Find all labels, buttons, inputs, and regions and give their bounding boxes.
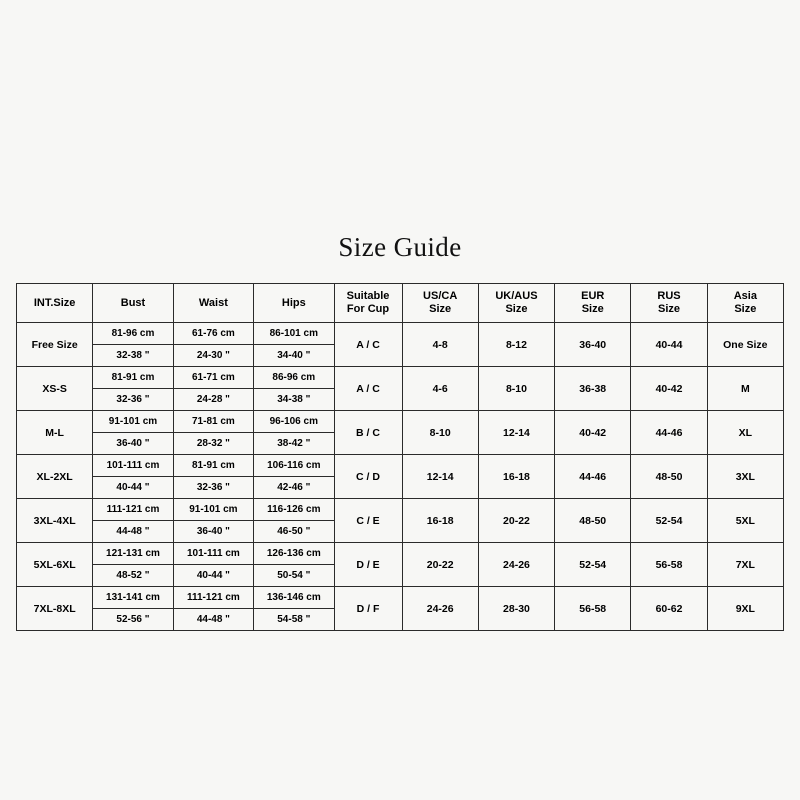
header-rus-line1: RUS [657,290,681,303]
cell-us: 24-26 [402,587,478,631]
cell-asia: 5XL [707,499,783,543]
cell-hips [254,455,334,499]
cell-int-size: Free Size [17,323,93,367]
cell-waist [173,499,253,543]
cell-uk: 12-14 [478,411,554,455]
cell-cup: A / C [334,323,402,367]
header-waist: Waist [173,284,253,323]
table-row [17,587,784,631]
cell-asia: M [707,367,783,411]
cell-bust-cm: 111-121 cm [93,499,172,521]
cell-int-size: XL-2XL [17,455,93,499]
cell-waist-in: 44-48 " [196,614,230,625]
cell-waist-cm: 71-81 cm [174,411,253,433]
cell-waist-cm: 61-71 cm [174,367,253,389]
cell-bust [93,411,173,455]
header-hips: Hips [254,284,334,323]
header-uk-line2: Size [505,303,528,315]
cell-bust [93,543,173,587]
cell-bust [93,499,173,543]
cell-uk: 20-22 [478,499,554,543]
cell-hips [254,323,334,367]
cell-bust-in: 32-36 " [116,394,150,405]
cell-hips [254,587,334,631]
cell-bust-cm: 101-111 cm [93,455,172,477]
cell-eur: 48-50 [555,499,631,543]
cell-waist [173,367,253,411]
cell-hips-in: 50-54 " [277,570,311,581]
cell-waist-cm: 61-76 cm [174,323,253,345]
table-row [17,455,784,499]
cell-asia: XL [707,411,783,455]
header-asia-line2: Size [734,303,757,315]
cell-asia: 3XL [707,455,783,499]
header-us-ca-size [402,284,478,323]
cell-hips-cm: 86-101 cm [254,323,333,345]
cell-bust [93,455,173,499]
cell-bust [93,367,173,411]
cell-eur: 36-38 [555,367,631,411]
header-asia-line1: Asia [733,290,757,303]
cell-waist-in: 40-44 " [196,570,230,581]
cell-us: 4-6 [402,367,478,411]
table-row [17,543,784,587]
cell-waist-in: 24-28 " [196,394,230,405]
page-title: Size Guide [338,232,462,262]
cell-rus: 56-58 [631,543,707,587]
header-us-line1: US/CA [423,290,458,303]
cell-waist-cm: 111-121 cm [174,587,253,609]
cell-rus: 40-44 [631,323,707,367]
table-header [17,284,784,323]
cell-eur: 40-42 [555,411,631,455]
cell-waist [173,323,253,367]
cell-cup: C / E [334,499,402,543]
cell-us: 16-18 [402,499,478,543]
cell-uk: 28-30 [478,587,554,631]
cell-bust-cm: 131-141 cm [93,587,172,609]
cell-hips-cm: 86-96 cm [254,367,333,389]
cell-uk: 8-10 [478,367,554,411]
cell-waist-in: 36-40 " [196,526,230,537]
header-row [17,284,784,323]
cell-hips-cm: 116-126 cm [254,499,333,521]
cell-bust-cm: 81-96 cm [93,323,172,345]
cell-cup: D / E [334,543,402,587]
cell-rus: 60-62 [631,587,707,631]
cell-waist-cm: 81-91 cm [174,455,253,477]
size-guide-table [16,283,784,631]
cell-hips-cm: 126-136 cm [254,543,333,565]
cell-int-size: 5XL-6XL [17,543,93,587]
table-row [17,411,784,455]
cell-bust-cm: 81-91 cm [93,367,172,389]
header-rus-line2: Size [658,303,681,315]
cell-waist-in: 24-30 " [196,350,230,361]
header-suitable-for-cup [334,284,402,323]
cell-cup: B / C [334,411,402,455]
cell-asia: 7XL [707,543,783,587]
cell-bust [93,323,173,367]
table-row [17,499,784,543]
cell-cup: D / F [334,587,402,631]
header-cup-line2: For Cup [346,303,390,315]
cell-int-size: 3XL-4XL [17,499,93,543]
header-asia-size [707,284,783,323]
cell-waist [173,411,253,455]
cell-int-size: XS-S [17,367,93,411]
cell-int-size: 7XL-8XL [17,587,93,631]
cell-us: 4-8 [402,323,478,367]
cell-bust-in: 36-40 " [116,438,150,449]
cell-hips-in: 46-50 " [277,526,311,537]
header-eur-line1: EUR [581,290,605,303]
cell-waist [173,543,253,587]
cell-bust-in: 52-56 " [116,614,150,625]
cell-bust-in: 40-44 " [116,482,150,493]
header-int-size: INT.Size [17,284,93,323]
cell-bust [93,587,173,631]
cell-hips-cm: 136-146 cm [254,587,333,609]
cell-bust-in: 32-38 " [116,350,150,361]
cell-asia: One Size [707,323,783,367]
cell-uk: 8-12 [478,323,554,367]
cell-hips-in: 54-58 " [277,614,311,625]
size-table-container [16,283,784,631]
cell-bust-cm: 121-131 cm [93,543,172,565]
table-body [17,323,784,631]
cell-cup: C / D [334,455,402,499]
cell-us: 12-14 [402,455,478,499]
cell-us: 8-10 [402,411,478,455]
cell-waist-in: 28-32 " [196,438,230,449]
cell-hips-in: 42-46 " [277,482,311,493]
cell-rus: 52-54 [631,499,707,543]
header-cup-line1: Suitable [346,290,390,303]
cell-eur: 44-46 [555,455,631,499]
cell-hips-in: 34-40 " [277,350,311,361]
cell-uk: 16-18 [478,455,554,499]
header-eur-line2: Size [581,303,604,315]
cell-asia: 9XL [707,587,783,631]
header-bust: Bust [93,284,173,323]
header-uk-line1: UK/AUS [495,290,538,303]
cell-eur: 52-54 [555,543,631,587]
cell-uk: 24-26 [478,543,554,587]
cell-bust-in: 44-48 " [116,526,150,537]
cell-rus: 44-46 [631,411,707,455]
header-us-line2: Size [429,303,452,315]
cell-hips [254,411,334,455]
cell-rus: 48-50 [631,455,707,499]
cell-hips-cm: 106-116 cm [254,455,333,477]
cell-us: 20-22 [402,543,478,587]
cell-waist-cm: 91-101 cm [174,499,253,521]
cell-hips-in: 34-38 " [277,394,311,405]
cell-bust-cm: 91-101 cm [93,411,172,433]
cell-waist-in: 32-36 " [196,482,230,493]
cell-bust-in: 48-52 " [116,570,150,581]
cell-waist-cm: 101-111 cm [174,543,253,565]
cell-rus: 40-42 [631,367,707,411]
cell-hips-in: 38-42 " [277,438,311,449]
cell-eur: 36-40 [555,323,631,367]
header-eur-size [555,284,631,323]
cell-hips-cm: 96-106 cm [254,411,333,433]
header-uk-aus-size [478,284,554,323]
header-rus-size [631,284,707,323]
cell-cup: A / C [334,367,402,411]
cell-hips [254,543,334,587]
table-row [17,367,784,411]
cell-int-size: M-L [17,411,93,455]
cell-waist [173,455,253,499]
cell-eur: 56-58 [555,587,631,631]
cell-hips [254,499,334,543]
cell-waist [173,587,253,631]
table-row [17,323,784,367]
cell-hips [254,367,334,411]
